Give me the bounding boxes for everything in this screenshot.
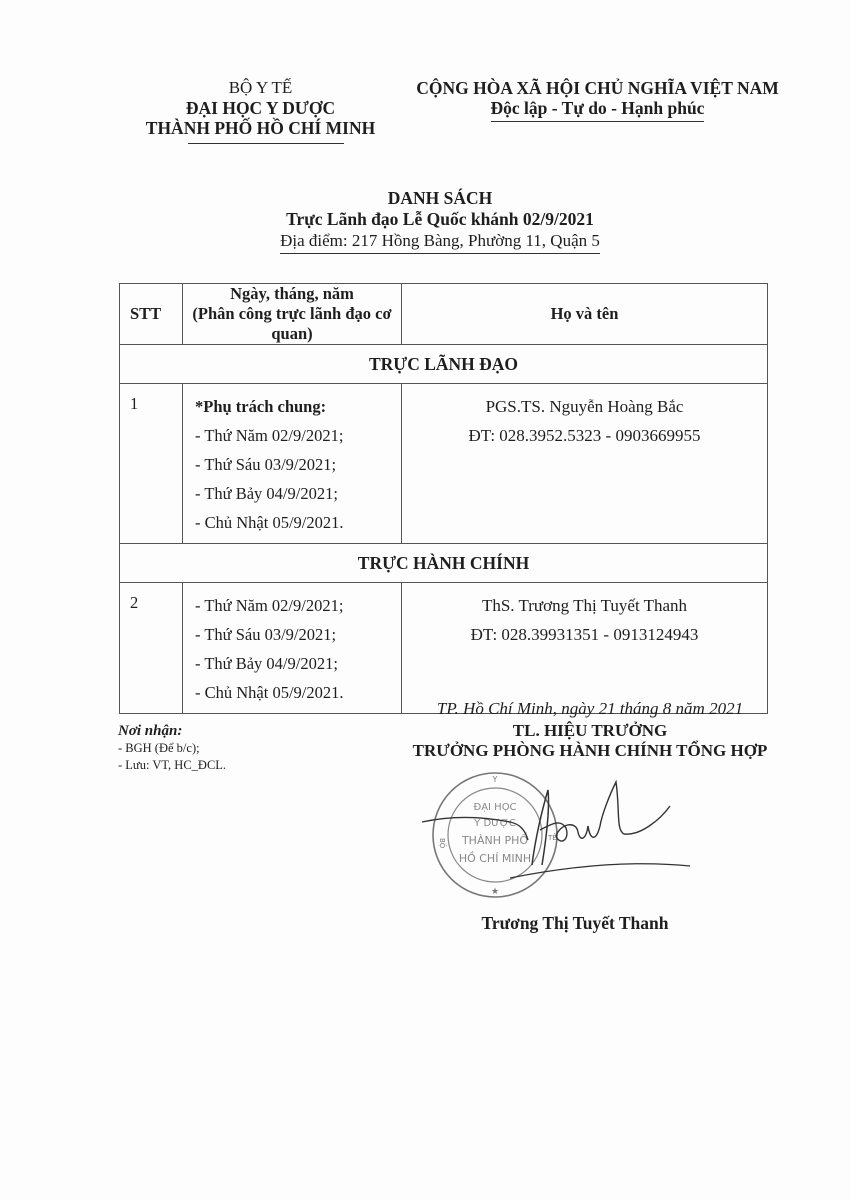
star-icon: ★ [490,887,500,897]
agency-header [128,78,393,144]
table-header-row [120,284,768,345]
table-row [120,583,768,714]
table-row [120,384,768,544]
document-location: Địa điểm: 217 Hồng Bàng, Phường 11, Quận 5 [280,230,600,254]
receiver-item: - Lưu: VT, HC_ĐCL. [118,758,227,772]
header-left-rule [188,143,344,144]
header-date [183,284,402,345]
cell-stt: 1 [120,384,183,544]
section-title: TRỰC HÀNH CHÍNH [120,544,768,583]
receivers-label: Nơi nhận: [118,723,183,739]
stamp-line: Y DƯỢC [474,818,516,829]
date-line: - Chủ Nhật 05/9/2021. [195,683,344,702]
header-date-line1: Ngày, tháng, năm [230,284,354,303]
signing-date: TP. Hồ Chí Minh, ngày 21 tháng 8 năm 2021 [436,699,744,718]
person-phone: ĐT: 028.39931351 - 0913124943 [470,625,699,644]
date-line: - Thứ Bảy 04/9/2021; [195,484,338,503]
date-line: *Phụ trách chung: [195,397,327,416]
date-line: - Thứ Sáu 03/9/2021; [195,625,337,644]
stamp-line: THÀNH PHỐ [461,834,529,847]
handwritten-signature-icon [420,770,710,890]
signature-block [385,697,795,761]
cell-dates [183,583,402,714]
cell-person [402,583,768,714]
header-date-line2: (Phân công trực lãnh đạo cơ quan) [192,304,392,343]
cell-stt: 2 [120,583,183,714]
date-line: - Thứ Sáu 03/9/2021; [195,455,337,474]
document-subtitle: Trực Lãnh đạo Lễ Quốc khánh 02/9/2021 [286,209,594,229]
header-name: Họ và tên [402,284,768,345]
date-line: - Chủ Nhật 05/9/2021. [195,513,344,532]
date-line: - Thứ Bảy 04/9/2021; [195,654,338,673]
signer-position-1: TL. HIỆU TRƯỞNG [512,721,668,740]
cell-dates [183,384,402,544]
country-name: CỘNG HÒA XÃ HỘI CHỦ NGHĨA VIỆT NAM [416,78,779,98]
header-stt: STT [120,284,183,345]
university-name-line1: ĐẠI HỌC Y DƯỢC [185,98,336,118]
date-line: - Thứ Năm 02/9/2021; [195,426,344,445]
date-line: - Thứ Năm 02/9/2021; [195,596,344,615]
stamp-side-left: BỘ [438,838,446,849]
cell-person [402,384,768,544]
national-header [405,78,790,122]
stamp-line: HỒ CHÍ MINH [458,852,532,865]
stamp-line: ĐẠI HỌC [473,802,517,813]
receiver-item: - BGH (Để b/c); [118,741,200,755]
ministry-name: BỘ Y TẾ [228,78,293,97]
section-title: TRỰC LÃNH ĐẠO [120,345,768,384]
duty-roster-table [119,283,768,714]
document-title-block [200,188,680,254]
person-phone: ĐT: 028.3952.5323 - 0903669955 [468,426,701,445]
section-row-administration [120,544,768,583]
receivers-block [118,722,338,774]
signer-position-2: TRƯỞNG PHÒNG HÀNH CHÍNH TỔNG HỢP [412,741,768,760]
stamp-top-text: Y [492,775,498,784]
document-title: DANH SÁCH [387,188,493,208]
person-name: PGS.TS. Nguyễn Hoàng Bắc [485,397,684,416]
university-name-line2: THÀNH PHỐ HỒ CHÍ MINH [145,118,376,138]
signer-name: Trương Thị Tuyết Thanh [481,913,669,933]
section-row-leadership [120,345,768,384]
stamp-side-right: TẾ [548,834,557,842]
national-motto: Độc lập - Tự do - Hạnh phúc [491,98,705,122]
person-name: ThS. Trương Thị Tuyết Thanh [481,596,688,615]
